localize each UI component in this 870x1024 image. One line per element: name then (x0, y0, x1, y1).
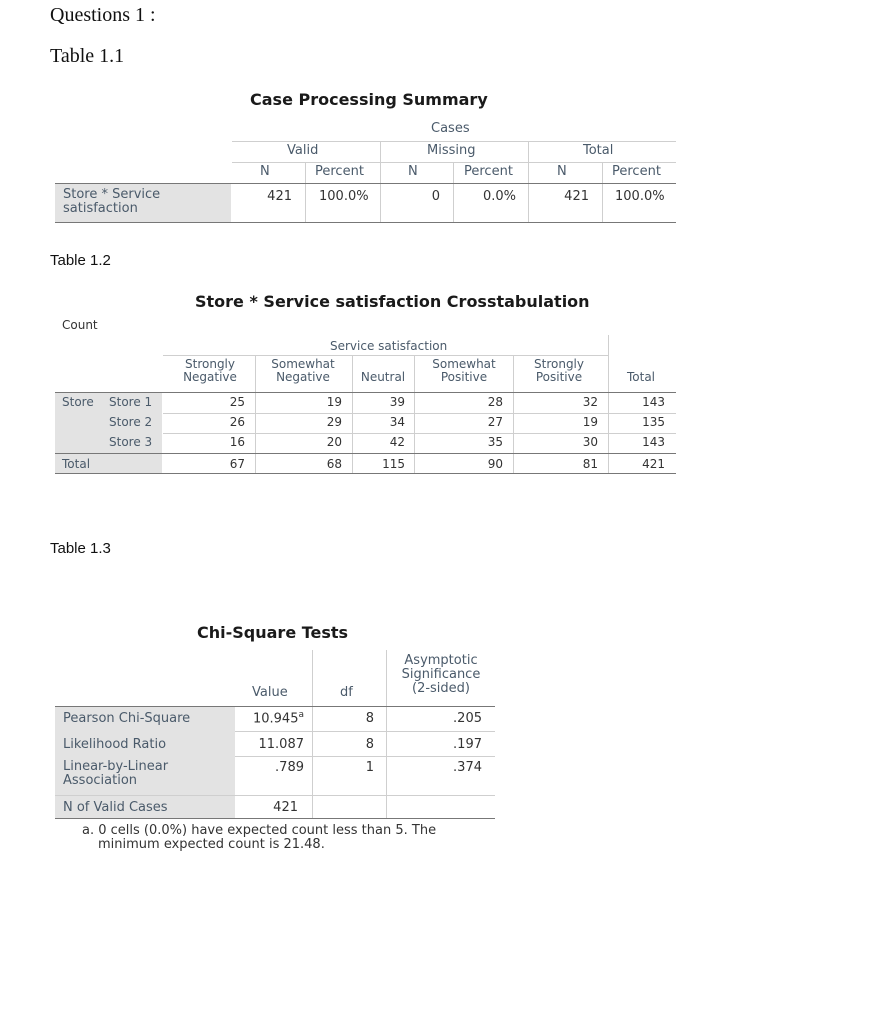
group-total-header: Total (583, 143, 614, 158)
subheader-total-n: N (557, 164, 567, 179)
row-n-valid-cases: N of Valid Cases (63, 800, 168, 815)
valid-n-value: 421 (267, 189, 292, 204)
xtab-cell: 16 (229, 435, 245, 449)
header-value: Value (252, 685, 288, 700)
linear-value: .789 (275, 760, 304, 775)
xtab-total-cell: 81 (582, 457, 598, 471)
row-label-store-3: Store 3 (109, 435, 153, 449)
row-label-store-2: Store 2 (109, 415, 153, 429)
row-group-store: Store (62, 395, 94, 409)
likelihood-value: 11.087 (258, 737, 304, 752)
col-total: Total (626, 370, 656, 384)
xtab-cell: 143 (642, 435, 665, 449)
n-valid-value: 421 (273, 800, 298, 815)
xtab-cell: 29 (326, 415, 342, 429)
service-satisfaction-header: Service satisfaction (330, 339, 448, 353)
table-1-3-caption: Table 1.3 (50, 540, 111, 557)
xtab-cell: 35 (487, 435, 503, 449)
subheader-missing-percent: Percent (464, 164, 513, 179)
xtab-total-cell: 421 (642, 457, 665, 471)
missing-n-value: 0 (431, 189, 440, 204)
col-somewhat-positive: Somewhat Positive (432, 357, 496, 384)
xtab-cell: 26 (229, 415, 245, 429)
col-neutral: Neutral (360, 370, 406, 384)
valid-percent-value: 100.0% (319, 189, 369, 204)
table-1-1-caption: Table 1.1 (50, 45, 125, 67)
row-linear-by-linear: Linear-by-Linear Association (63, 759, 169, 788)
question-heading: Questions 1 : (50, 4, 156, 26)
xtab-cell: 39 (389, 395, 405, 409)
xtab-cell: 42 (389, 435, 405, 449)
header-df: df (340, 685, 353, 700)
subheader-total-percent: Percent (612, 164, 661, 179)
row-label-store-1: Store 1 (109, 395, 153, 409)
col-strongly-negative: Strongly Negative (183, 357, 237, 384)
pearson-df: 8 (365, 711, 374, 726)
pearson-value: 10.945$^a$ (252, 710, 304, 727)
total-row-label: Total (62, 457, 91, 471)
xtab-total-cell: 68 (326, 457, 342, 471)
header-asymptotic-significance: Asymptotic Significance (2-sided) (401, 653, 481, 696)
xtab-cell: 20 (326, 435, 342, 449)
table-1-1-title: Case Processing Summary (250, 90, 488, 109)
total-n-value: 421 (564, 189, 589, 204)
xtab-total-cell: 90 (487, 457, 503, 471)
likelihood-df: 8 (365, 737, 374, 752)
xtab-cell: 19 (326, 395, 342, 409)
table-1-2-caption: Table 1.2 (50, 252, 111, 269)
missing-percent-value: 0.0% (482, 189, 516, 204)
linear-sig: .374 (453, 760, 482, 775)
table-1-3-title: Chi-Square Tests (197, 623, 349, 642)
xtab-total-cell: 115 (382, 457, 405, 471)
chi-square-footnote: a. 0 cells (0.0%) have expected count less than 5. The minimum expected count is 21.48. (82, 823, 437, 852)
xtab-cell: 27 (487, 415, 503, 429)
xtab-cell: 135 (642, 415, 665, 429)
col-somewhat-negative: Somewhat Negative (271, 357, 335, 384)
group-valid-header: Valid (287, 143, 319, 158)
linear-df: 1 (365, 760, 374, 775)
xtab-cell: 25 (229, 395, 245, 409)
subheader-valid-n: N (260, 164, 270, 179)
xtab-total-cell: 67 (229, 457, 245, 471)
subheader-missing-n: N (408, 164, 418, 179)
table-1-2-title: Store * Service satisfaction Crosstabulation (195, 292, 590, 311)
row-likelihood-ratio: Likelihood Ratio (63, 737, 167, 752)
xtab-cell: 19 (582, 415, 598, 429)
xtab-cell: 32 (582, 395, 598, 409)
likelihood-sig: .197 (453, 737, 482, 752)
cases-header: Cases (431, 121, 470, 136)
xtab-cell: 143 (642, 395, 665, 409)
col-strongly-positive: Strongly Positive (534, 357, 584, 384)
subheader-valid-percent: Percent (315, 164, 364, 179)
group-missing-header: Missing (427, 143, 476, 158)
xtab-cell: 30 (582, 435, 598, 449)
xtab-cell: 28 (487, 395, 503, 409)
pearson-sig: .205 (453, 711, 482, 726)
row-pearson-chi-square: Pearson Chi-Square (63, 711, 191, 726)
xtab-cell: 34 (389, 415, 405, 429)
count-label: Count (62, 318, 98, 332)
row-label-store-service: Store * Service satisfaction (63, 187, 161, 216)
total-percent-value: 100.0% (615, 189, 665, 204)
